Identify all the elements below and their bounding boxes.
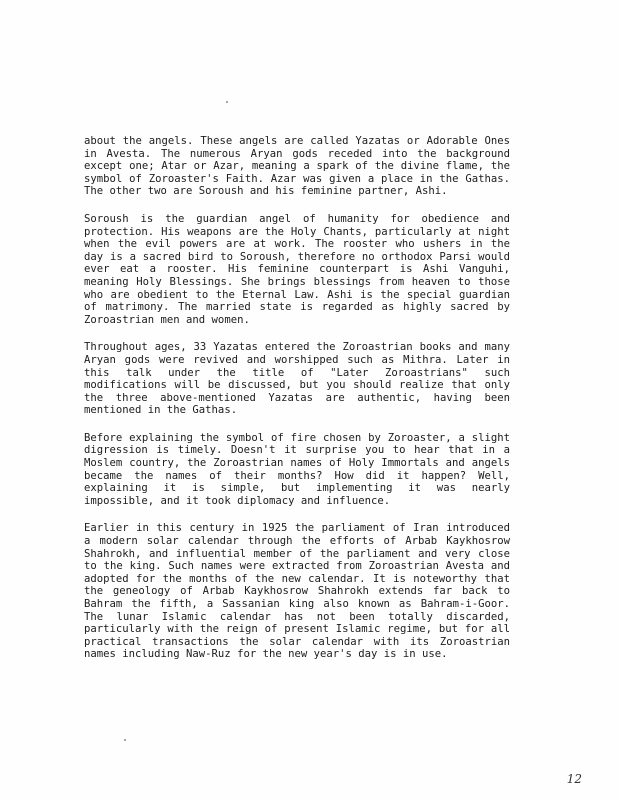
body-text xyxy=(84,135,510,676)
paragraph-yazatas: Throughout ages, 33 Yazatas entered the Zoroastrian books and many Aryan gods were revived and worshipped such as Mithra. Later in this talk under the title of "Later Zoroastrians" such modifications will be discussed, but you should realize that only the three above-mentioned Yazatas are authentic, having been mentioned in the Gathas. xyxy=(84,341,510,417)
page-number: 12 xyxy=(566,772,582,786)
paragraph-angels-intro: about the angels. These angels are called Yazatas or Adorable Ones in Avesta. The numerous Aryan gods receded into the background except one; Atar or Azar, meaning a spark of the divine flame, the symbol of Zoroaster's Faith. Azar was given a place in the Gathas. The other two are Soroush and his feminine partner, Ashi. xyxy=(84,135,510,198)
paragraph-soroush: Soroush is the guardian angel of humanity for obedience and protection. His weapons are the Holy Chants, particularly at night when the evil powers are at work. The rooster who ushers in the day is a sacred bird to Soroush, therefore no orthodox Parsi would ever eat a rooster. His feminine counterpart is Ashi Vanguhi, meaning Holy Blessings. She brings blessings from heaven to those who are obedient to the Eternal Law. Ashi is the special guardian of matrimony. The married state is regarded as highly sacred by Zoroastrian men and women. xyxy=(84,212,510,326)
paragraph-digression: Before explaining the symbol of fire chosen by Zoroaster, a slight digression is timely. Doesn't it surprise you to hear that in a Moslem country, the Zoroastrian names of Holy Immortals and angels became the names of their months? How did it happen? Well, explaining it is simple, but implementing it was nearly impossible, and it took diplomacy and influence. xyxy=(84,431,510,507)
paragraph-solar-calendar: Earlier in this century in 1925 the parliament of Iran introduced a modern solar calendar through the efforts of Arbab Kaykhosrow Shahrokh, and influential member of the parliament and very close to the king. Such names were extracted from Zoroastrian Avesta and adopted for the months of the new calendar. It is noteworthy that the geneology of Arbab Kaykhosrow Shahrokh extends far back to Bahram the fifth, a Sassanian king also known as Bahram-i-Goor. The lunar Islamic calendar has not been totally discarded, particularly with the reign of present Islamic regime, but for all practical transactions the solar calendar with its Zoroastrian names including Naw-Ruz for the new year's day is in use. xyxy=(84,522,510,661)
scan-speck xyxy=(226,101,228,103)
scan-speck xyxy=(124,739,126,741)
